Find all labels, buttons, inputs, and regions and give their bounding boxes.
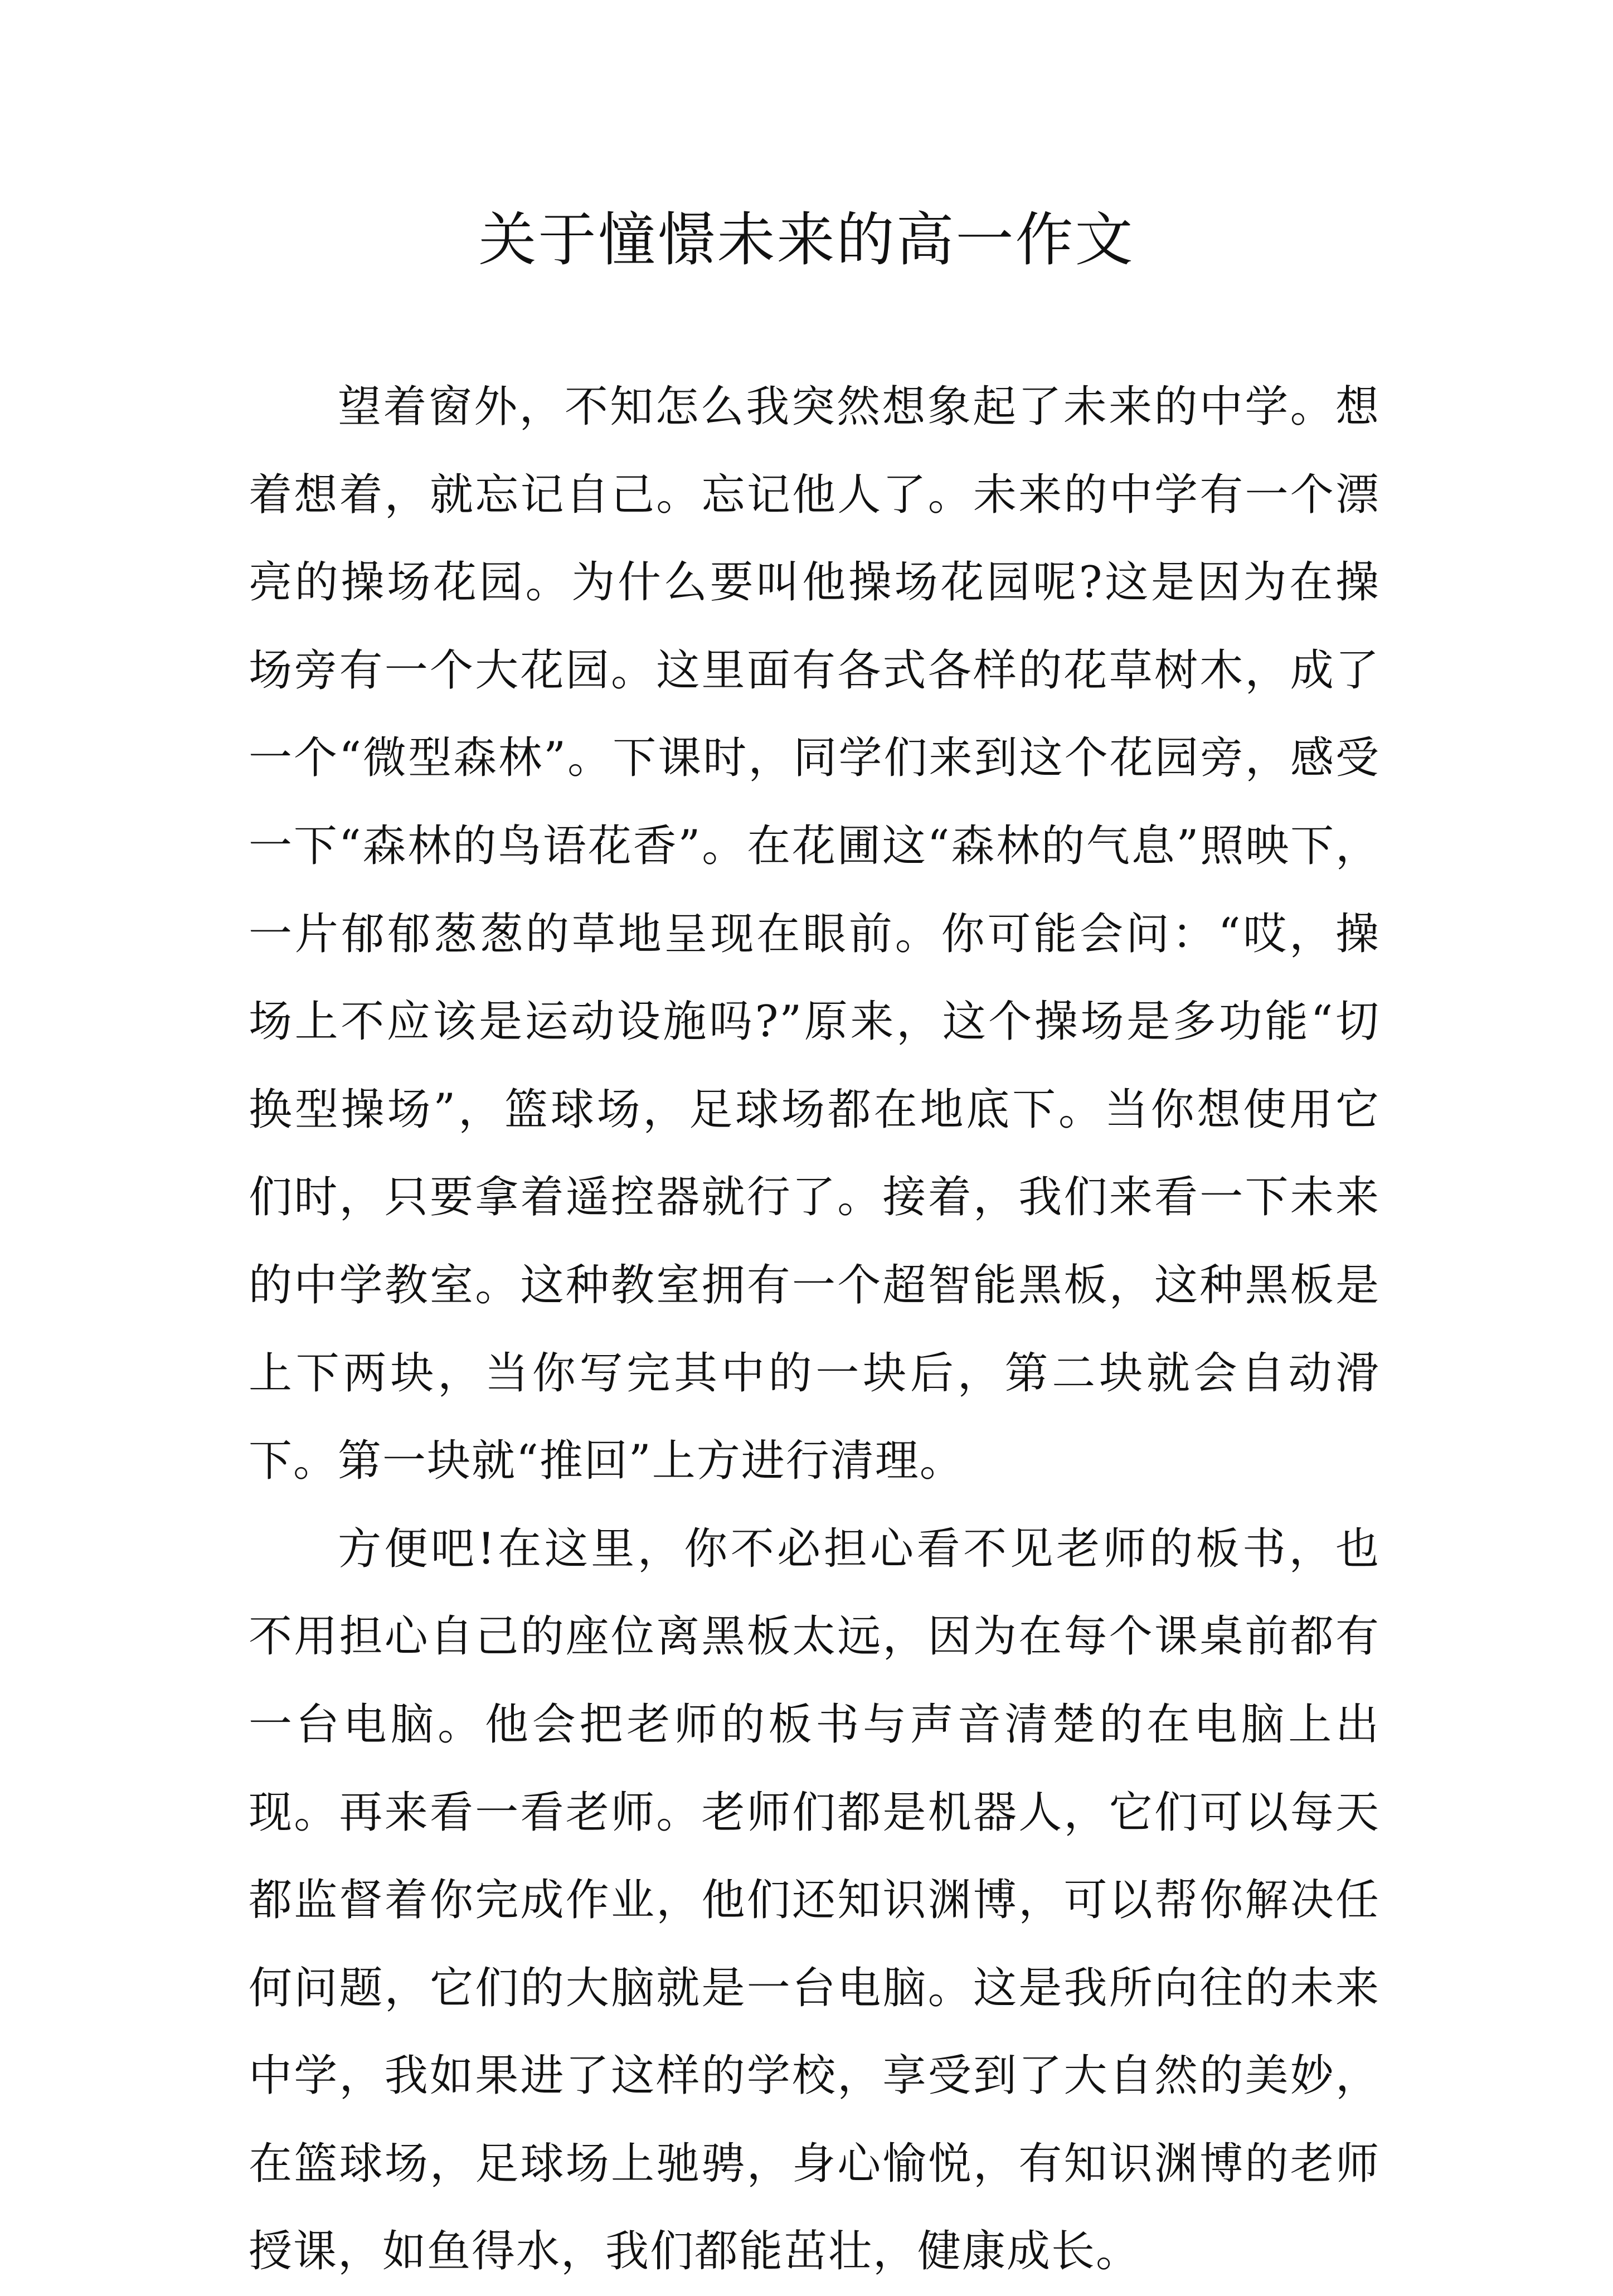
- document-title: 关于憧憬未来的高一作文: [478, 206, 1135, 274]
- document-body: [249, 363, 1380, 2296]
- paragraph: 望着窗外，不知怎么我突然想象起了未来的中学。想着想着，就忘记自己。忘记他人了。未来的中学有一个漂亮的操场花园。为什么要叫他操场花园呢?这是因为在操场旁有一个大花园。这里面有各式各样的花草树木，成了一个“微型森林”。下课时，同学们来到这个花园旁，感受一下“森林的鸟语花香”。在花圃这“森林的气息”照映下，一片郁郁葱葱的草地呈现在眼前。你可能会问：“哎，操场上不应该是运动设施吗?”原来，这个操场是多功能“切换型操场”，篮球场，足球场都在地底下。当你想使用它们时，只要拿着遥控器就行了。接着，我们来看一下未来的中学教室。这种教室拥有一个超智能黑板，这种黑板是上下两块，当你写完其中的一块后，第二块就会自动滑下。第一块就“推回”上方进行清理。: [249, 382, 1380, 1487]
- paragraph: 方便吧!在这里，你不必担心看不见老师的板书，也不用担心自己的座位离黑板太远，因为在每个课桌前都有一台电脑。他会把老师的板书与声音清楚的在电脑上出现。再来看一看老师。老师们都是机器人，它们可以每天都监督着你完成作业，他们还知识渊博，可以帮你解决任何问题，它们的大脑就是一台电脑。这是我所向往的未来中学，我如果进了这样的学校，享受到了大自然的美妙，在篮球场，足球场上驰骋，身心愉悦，有知识渊博的老师授课，如鱼得水，我们都能茁壮，健康成长。: [249, 1523, 1380, 2277]
